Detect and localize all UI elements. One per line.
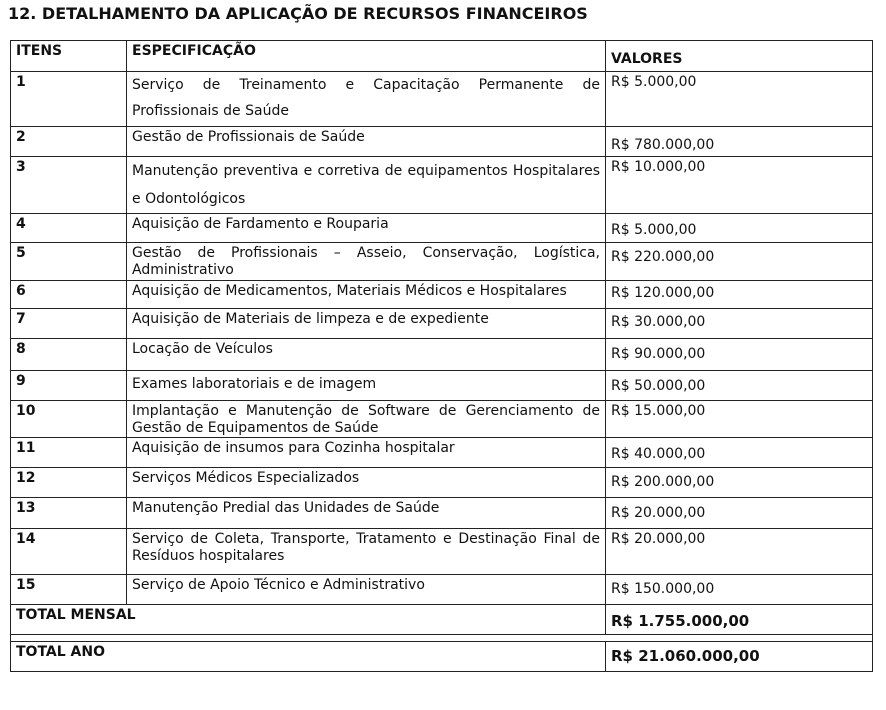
item-value-text: R$ 5.000,00 [611, 74, 697, 90]
item-number: 15 [11, 575, 127, 605]
item-value [606, 438, 873, 468]
section-title: 12. DETALHAMENTO DA APLICAÇÃO DE RECURSOS FINANCEIROS [8, 4, 588, 23]
item-value [606, 127, 873, 157]
item-spec: Serviço de Treinamento e Capacitação Permanente de Profissionais de Saúde [127, 72, 606, 127]
table-row [11, 243, 873, 281]
table-row [11, 339, 873, 371]
total-annual-label: TOTAL ANO [11, 642, 606, 672]
table-row [11, 468, 873, 498]
item-spec: Serviços Médicos Especializados [127, 468, 606, 498]
item-value [606, 339, 873, 371]
item-value-text: R$ 200.000,00 [611, 474, 715, 490]
item-number: 11 [11, 438, 127, 468]
item-spec: Gestão de Profissionais de Saúde [127, 127, 606, 157]
total-annual-row [11, 642, 873, 672]
table-row [11, 127, 873, 157]
table-row [11, 371, 873, 401]
table-row [11, 529, 873, 575]
item-value-text: R$ 20.000,00 [611, 531, 706, 547]
item-value [606, 157, 873, 214]
total-monthly-label: TOTAL MENSAL [11, 605, 606, 635]
total-annual-value: R$ 21.060.000,00 [606, 642, 873, 672]
item-number: 4 [11, 214, 127, 243]
item-number: 13 [11, 498, 127, 529]
item-value [606, 468, 873, 498]
table-row [11, 157, 873, 214]
item-value [606, 309, 873, 339]
item-spec: Aquisição de Fardamento e Rouparia [127, 214, 606, 243]
item-value [606, 214, 873, 243]
item-value [606, 575, 873, 605]
item-spec: Manutenção preventiva e corretiva de equipamentos Hospitalares e Odontológicos [127, 157, 606, 214]
item-value [606, 243, 873, 281]
item-number: 3 [11, 157, 127, 214]
item-value-text: R$ 5.000,00 [611, 222, 697, 238]
total-monthly-row [11, 605, 873, 635]
item-value-text: R$ 50.000,00 [611, 378, 706, 394]
item-value [606, 498, 873, 529]
total-spacer [11, 635, 873, 642]
item-number: 5 [11, 243, 127, 281]
financial-resources-table [10, 40, 873, 672]
item-value-text: R$ 10.000,00 [611, 159, 706, 175]
table-row [11, 72, 873, 127]
item-value-text: R$ 150.000,00 [611, 581, 715, 597]
item-spec: Exames laboratoriais e de imagem [127, 371, 606, 401]
item-spec: Serviço de Apoio Técnico e Administrativo [127, 575, 606, 605]
item-spec: Locação de Veículos [127, 339, 606, 371]
spacer-cell [11, 635, 873, 642]
header-items: ITENS [11, 41, 127, 72]
total-monthly-value: R$ 1.755.000,00 [606, 605, 873, 635]
header-spec: ESPECIFICAÇÃO [127, 41, 606, 72]
item-value-text: R$ 15.000,00 [611, 403, 706, 419]
item-number: 10 [11, 401, 127, 438]
item-spec: Serviço de Coleta, Transporte, Tratamento e Destinação Final de Resíduos hospitalares [127, 529, 606, 575]
item-value [606, 371, 873, 401]
item-number: 9 [11, 371, 127, 401]
item-number: 7 [11, 309, 127, 339]
item-spec: Implantação e Manutenção de Software de Gerenciamento de Gestão de Equipamentos de Saúde [127, 401, 606, 438]
item-value [606, 72, 873, 127]
item-number: 2 [11, 127, 127, 157]
item-value-text: R$ 40.000,00 [611, 446, 706, 462]
item-spec: Aquisição de insumos para Cozinha hospitalar [127, 438, 606, 468]
item-number: 8 [11, 339, 127, 371]
table-header-row [11, 41, 873, 72]
item-number: 12 [11, 468, 127, 498]
table-row [11, 438, 873, 468]
table-row [11, 401, 873, 438]
table-row [11, 575, 873, 605]
header-values: VALORES [606, 41, 873, 72]
item-number: 14 [11, 529, 127, 575]
item-spec: Gestão de Profissionais – Asseio, Conservação, Logística, Administrativo [127, 243, 606, 281]
item-value-text: R$ 90.000,00 [611, 346, 706, 362]
item-number: 6 [11, 281, 127, 309]
table-row [11, 281, 873, 309]
item-value-text: R$ 780.000,00 [611, 137, 715, 153]
table-row [11, 309, 873, 339]
item-value-text: R$ 120.000,00 [611, 285, 715, 301]
item-value [606, 401, 873, 438]
item-spec: Manutenção Predial das Unidades de Saúde [127, 498, 606, 529]
item-value-text: R$ 220.000,00 [611, 249, 715, 265]
item-number: 1 [11, 72, 127, 127]
item-value [606, 281, 873, 309]
item-value-text: R$ 30.000,00 [611, 314, 706, 330]
table-row [11, 498, 873, 529]
item-value-text: R$ 20.000,00 [611, 505, 706, 521]
item-spec: Aquisição de Medicamentos, Materiais Médicos e Hospitalares [127, 281, 606, 309]
item-value [606, 529, 873, 575]
table-row [11, 214, 873, 243]
item-spec: Aquisição de Materiais de limpeza e de expediente [127, 309, 606, 339]
